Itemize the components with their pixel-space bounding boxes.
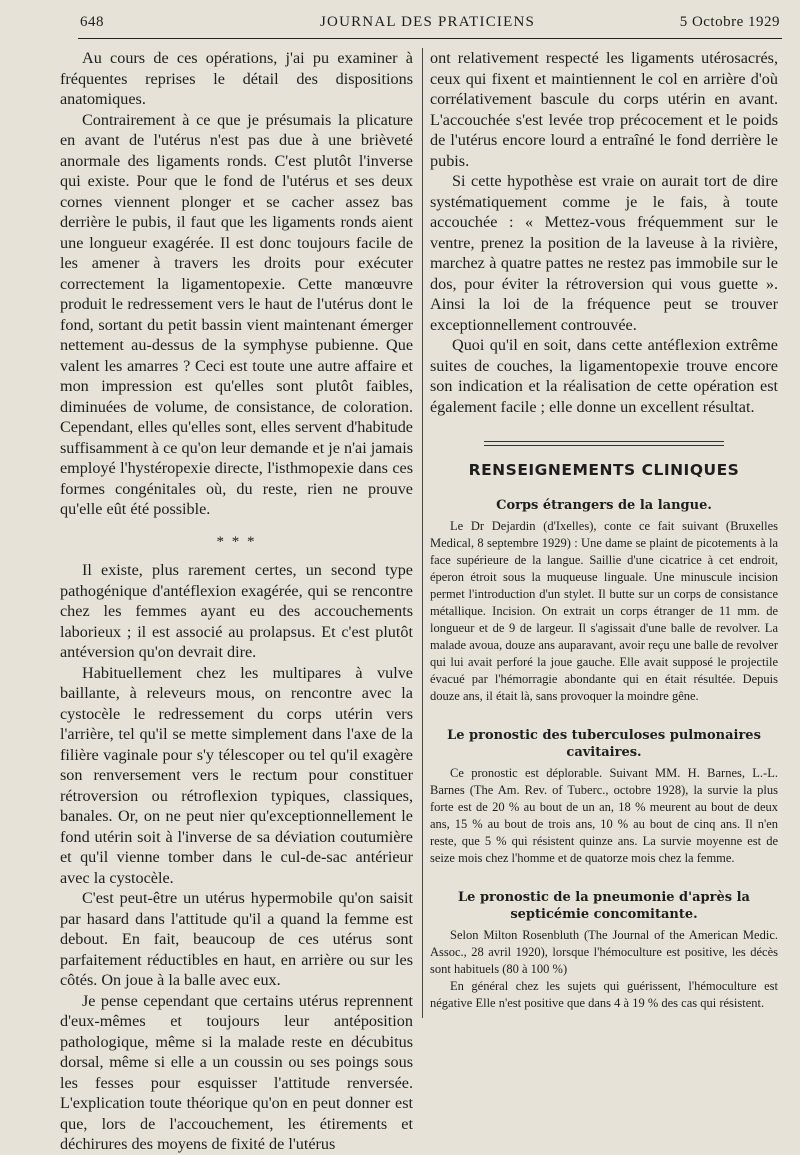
paragraph: Si cette hypothèse est vraie on aurait tort de dire systématiquement comme je le fais, à toute accouchée : « Mettez-vous fréquemment sur le ventre, prenez la position de la laveuse à la rivière, marchez à quatre pattes ne restez pas immobile sur le dos, pour éviter la rétroversion qui vous guette ». Ainsi la loi de la fréquence peut se trouver exceptionnellement controuvée. (430, 172, 778, 334)
article-body (430, 927, 778, 1012)
page-number: 648 (80, 14, 104, 30)
issue-date: 5 Octobre 1929 (679, 14, 780, 30)
article-title: Le pronostic des tuberculoses pulmonaires cavitaires. (447, 727, 761, 760)
paragraph: Au cours de ces opérations, j'ai pu examiner à fréquentes reprises le détail des dispositions anatomiques. (60, 49, 413, 108)
article-title: Corps étrangers de la langue. (496, 497, 712, 513)
right-column (430, 48, 778, 1012)
left-column (60, 48, 413, 1155)
paragraph: Je pense cependant que certains utérus reprennent d'eux-mêmes et toujours leur antéposition pathologique, même si la malade reste en décubitus dorsal, même si elle a un coussin ou ses poings sous les fesses pour esquisser l'attitude renversée. L'explication toute théorique qu'on en peut donner est que, lors de l'accouchement, les étirements et déchirures des moyens de fixité de l'utérus (60, 991, 413, 1153)
paragraph: ont relativement respecté les ligaments utérosacrés, ceux qui fixent et maintiennent le col en arrière d'où corrélativement bascule du corps utérin en avant. L'accouchée s'est levée trop précocement et le poids de l'utérus encore lourd a entraîné le fond derrière le pubis. (430, 49, 778, 170)
paragraph: C'est peut-être un utérus hypermobile qu'on saisit par hasard dans l'attitude qu'il a quand la femme est debout. En fait, beaucoup de ces utérus sont parfaitement réductibles en haut, en arrière ou sur les côtés. On joue à la balle avec eux. (60, 889, 413, 989)
section-title: RENSEIGNEMENTS CLINIQUES (468, 461, 740, 479)
double-rule-divider (484, 441, 724, 446)
header-rule (78, 38, 782, 39)
paragraph: Selon Milton Rosenbluth (The Journal of the American Medic. Assoc., 28 avril 1920), lorsque l'hémoculture est positive, les décès sont habituels (80 à 100 %) (430, 927, 778, 976)
paragraph: Quoi qu'il en soit, dans cette antéflexion extrême suites de couches, la ligamentopexie trouve encore son indication et la réalisation de cette opération est également facile ; elle donne un excellent résultat. (430, 336, 778, 416)
paragraph: Le Dr Dejardin (d'Ixelles), conte ce fait suivant (Bruxelles Medical, 8 septembre 1929) : Une dame se plaint de picotements à la face supérieure de la langue. Saillie d'une cicatrice à cet endroit, éperon étroit sous la muqueuse linguale. Une minuscule incision permet l'introduction d'un stylet. Il butte sur un corps de consistance métallique. Incision. On extrait un corps étranger de 11 mm. de longueur et de 9 de largeur. Il s'agissait d'une balle de revolver. La malade avoua, douze ans auparavant, avoir reçu une balle de revolver qui lui avait perforé la joue gauche. Elle avait supposé le projectile évacué par l'hémorragie abondante qui en était résultée. Depuis douze ans, il était là, sans provoquer la moindre gêne. (430, 518, 778, 703)
running-header (80, 14, 780, 38)
article-body (430, 765, 778, 867)
section-separator-stars: * * * (216, 533, 257, 550)
paragraph: Habituellement chez les multipares à vulve baillante, à releveurs mous, on rencontre avec la cystocèle le redressement du corps utérin vers l'arrière, tel qu'il se mette simplement dans l'axe de la filière vaginale pour s'y télescoper ou tel qu'il exagère son renversement vers le rectum pour constituer rétroversion ou rétroflexion typiques, classiques, banales. Or, on ne peut nier qu'exceptionnellement le fond utérin soit à l'inverse de sa déviation coutumière et qu'il vienne tomber dans le cul-de-sac antérieur avec la cystocèle. (60, 663, 413, 887)
paragraph: Contrairement à ce que je présumais la plicature en avant de l'utérus n'est pas due à une brièveté anormale des ligaments ronds. C'est plutôt l'inverse qui existe. Pour que le fond de l'utérus et ses deux cornes viennent plonger et se cacher assez bas derrière le pubis, il faut que les ligaments ronds aient une longueur exagérée. Il est donc toujours facile de les amener à travers les droits pour exécuter correctement la ligamentopexie. Cette manœuvre produit le redressement vers le haut de l'utérus dont le fond, sortant du petit bassin vient maintenant émerger nettement au-dessus de la symphyse pubienne. Que valent les amarres ? Ceci est toute une autre affaire et mon impression est qu'elles sont plutôt faibles, diminuées de volume, de consistance, de coloration. Cependant, elles qu'elles sont, elles servent d'habitude suffisamment à ce qu'on leur demande et je n'ai jamais employé l'hystéropexie directe, l'isthmopexie dans ces formes congénitales où, du reste, rien ne prouve qu'elle eût été possible. (60, 110, 413, 518)
paragraph: En général chez les sujets qui guérissent, l'hémoculture est négative Elle n'est positive que dans 4 à 19 % des cas qui résistent. (430, 978, 778, 1010)
paragraph: Il existe, plus rarement certes, un second type pathogénique d'antéflexion exagérée, qui se rencontre chez les femmes ayant eu des accouchements laborieux ; il est associé au prolapsus. Et c'est plutôt antéversion qu'on devrait dire. (60, 561, 413, 661)
journal-title: JOURNAL DES PRATICIENS (320, 14, 536, 30)
paragraph: Ce pronostic est déplorable. Suivant MM. H. Barnes, L.-L. Barnes (The Am. Rev. of Tuberc., octobre 1928), la survie la plus forte est de 20 % au bout de un an, 18 % meurent au bout de deux ans, 15 % au bout de trois ans, 10 % au bout de cinq ans. Il n'en reste, que 5 % qui résistent quinze ans. La survie moyenne est de seize mois chez l'homme et de quatorze mois chez la femme. (430, 765, 778, 865)
article-title: Le pronostic de la pneumonie d'après la septicémie concomitante. (458, 889, 750, 922)
article-body (430, 518, 778, 705)
column-divider (422, 48, 423, 1018)
